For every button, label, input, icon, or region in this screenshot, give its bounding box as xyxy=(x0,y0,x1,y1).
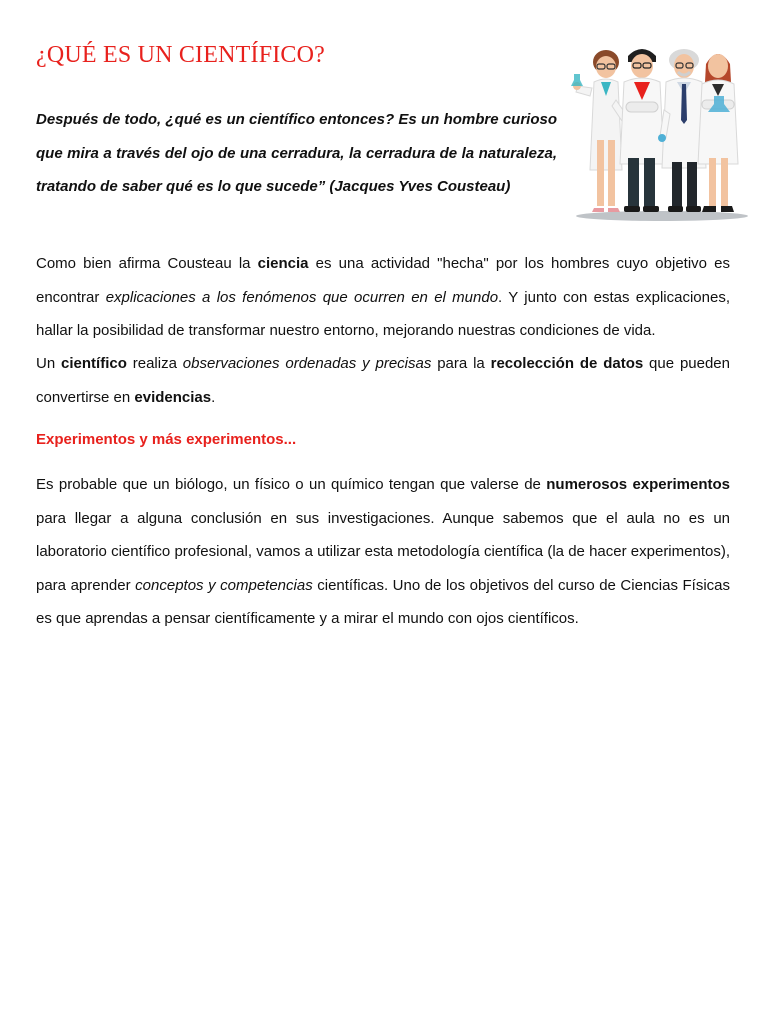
page-title: ¿QUÉ ES UN CIENTÍFICO? xyxy=(36,42,326,68)
text-run: . xyxy=(211,388,216,406)
bold-term-ciencia: ciencia xyxy=(257,255,309,272)
text-run: para llegar a alguna conclusión en sus investigaciones. Aunque sabemos que el aula no es un laboratorio científico profesional, vamos a utilizar esta metodología científica (la de hacer experimentos), para aprender xyxy=(36,509,730,594)
paragraph-experimentos xyxy=(36,468,730,636)
paragraph-ciencia xyxy=(36,247,730,348)
text-run: Un xyxy=(36,355,62,372)
text-run: Como bien afirma Cousteau la xyxy=(36,255,258,272)
text-run: . Y junto con estas explicaciones, hallar la posibilidad de transformar nuestro entorno, mejorando nuestras condiciones de vida. xyxy=(36,288,730,339)
text-run: realiza xyxy=(126,355,183,372)
paragraph-cientifico xyxy=(36,347,730,414)
bold-term-recoleccion: recolección de datos xyxy=(490,355,644,372)
text-run: es una actividad "hecha" por los hombres cuyo objetivo es encontrar xyxy=(36,255,730,306)
text-run: que pueden convertirse en xyxy=(36,355,730,406)
italic-phrase: observaciones ordenadas y precisas xyxy=(182,355,432,372)
text-run: científicas. Uno de los objetivos del curso de Ciencias Físicas es que aprendas a pensar científicamente y a mirar el mundo con ojos científicos. xyxy=(36,576,731,627)
cousteau-quote: Después de todo, ¿qué es un científico entonces? Es un hombre curioso que mira a través del ojo de una cerradura, la cerradura de la naturaleza, tratando de saber qué es lo que sucede” (Jacques Yves Cousteau) xyxy=(36,111,557,196)
italic-phrase: conceptos y competencias xyxy=(135,576,313,594)
bold-term-cientifico: científico xyxy=(61,355,127,372)
italic-phrase: explicaciones a los fenómenos que ocurren en el mundo xyxy=(105,288,499,306)
text-run: Es probable que un biólogo, un físico o un químico tengan que valerse de xyxy=(36,476,547,493)
text-run: para la xyxy=(431,355,491,372)
bold-term-experimentos: numerosos experimentos xyxy=(546,476,730,493)
bold-term-evidencias: evidencias xyxy=(134,388,212,406)
scientists-group-icon xyxy=(570,40,750,224)
section-subheading: Experimentos y más experimentos... xyxy=(36,431,297,448)
